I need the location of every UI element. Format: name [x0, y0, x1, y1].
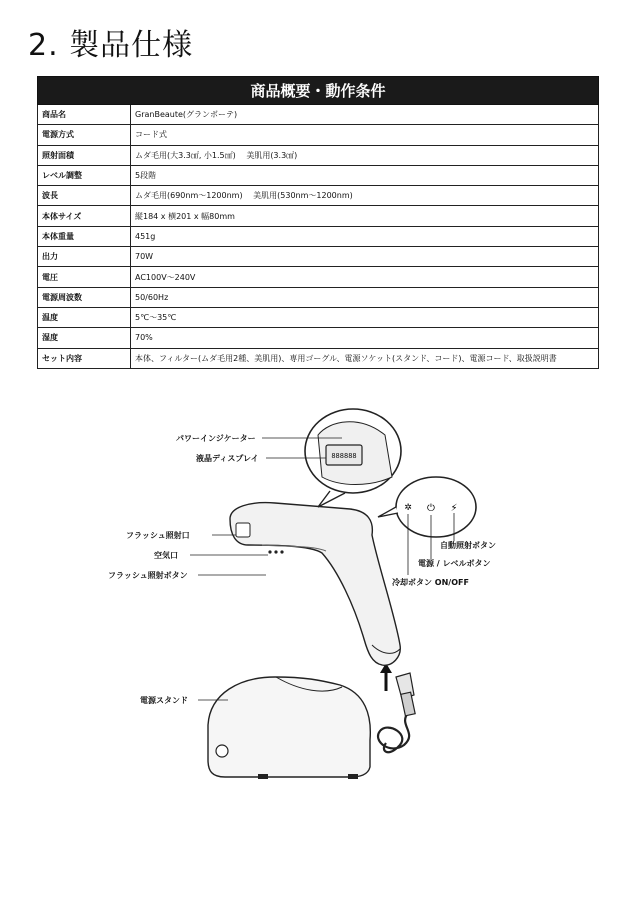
- buttons-zoom-bubble: [378, 477, 476, 537]
- auto-flash-button-label: 自動照射ボタン: [440, 541, 496, 550]
- spec-table-header: 商品概要・動作条件: [38, 77, 599, 105]
- flash-button-label: フラッシュ照射ボタン: [108, 571, 188, 580]
- spec-value: 縦184 x 横201 x 幅80mm: [131, 206, 599, 226]
- power-cord-illustration: [378, 663, 415, 752]
- spec-value: ムダ毛用(690nm～1200nm) 美肌用(530nm～1200nm): [131, 186, 599, 206]
- power-stand-illustration: [208, 677, 370, 779]
- spec-value: コード式: [131, 125, 599, 145]
- spec-label: 電圧: [38, 267, 131, 287]
- spec-value: ムダ毛用(大3.3㎠, 小1.5㎠) 美肌用(3.3㎠): [131, 145, 599, 165]
- spec-value: 70%: [131, 328, 599, 348]
- snowflake-icon: ✲: [404, 503, 412, 513]
- spec-table: [37, 76, 599, 369]
- spec-label: 照射面積: [38, 145, 131, 165]
- spec-value: 50/60Hz: [131, 287, 599, 307]
- table-row: [38, 267, 599, 287]
- spec-value: 451g: [131, 226, 599, 246]
- spec-value: 本体、フィルター(ムダ毛用2種、美肌用)、専用ゴーグル、電源ソケット(スタンド、コード)、電源コード、取扱説明書: [131, 348, 599, 368]
- table-row: [38, 328, 599, 348]
- spec-label: レベル調整: [38, 165, 131, 185]
- spec-label: 電源方式: [38, 125, 131, 145]
- table-row: [38, 125, 599, 145]
- spec-value: AC100V～240V: [131, 267, 599, 287]
- table-row: [38, 226, 599, 246]
- table-row: [38, 247, 599, 267]
- table-row: [38, 145, 599, 165]
- table-row: [38, 186, 599, 206]
- spec-value: GranBeaute(グランボーテ): [131, 105, 599, 125]
- power-level-button-label: 電源 / レベルボタン: [418, 559, 491, 568]
- spec-label: 電源周波数: [38, 287, 131, 307]
- spec-value: 5段階: [131, 165, 599, 185]
- lcd-display-label: 液晶ディスプレイ: [196, 454, 259, 463]
- spec-label: 出力: [38, 247, 131, 267]
- table-row: [38, 287, 599, 307]
- power-icon: ⏻: [427, 503, 435, 514]
- spec-label: 波長: [38, 186, 131, 206]
- spec-label: 湿度: [38, 328, 131, 348]
- lcd-value: 888888: [331, 452, 357, 460]
- cooling-button-label: 冷却ボタン ON/OFF: [392, 578, 469, 587]
- spec-label: 本体重量: [38, 226, 131, 246]
- table-row: [38, 165, 599, 185]
- spec-label: セット内容: [38, 348, 131, 368]
- lightning-icon: ⚡: [450, 503, 458, 514]
- table-row: [38, 348, 599, 368]
- air-vent-label: 空気口: [154, 551, 178, 560]
- spec-value: 70W: [131, 247, 599, 267]
- spec-value: 5℃～35℃: [131, 307, 599, 327]
- table-row: [38, 206, 599, 226]
- spec-label: 本体サイズ: [38, 206, 131, 226]
- page-title: 2. 製品仕様: [28, 28, 194, 63]
- table-row: [38, 307, 599, 327]
- spec-label: 温度: [38, 307, 131, 327]
- flash-port-label: フラッシュ照射口: [126, 531, 190, 540]
- power-stand-label: 電源スタンド: [140, 696, 188, 705]
- product-diagram: [0, 395, 640, 815]
- power-indicator-label: パワーインジケーター: [176, 434, 256, 443]
- table-row: [38, 105, 599, 125]
- handpiece-illustration: [230, 503, 400, 666]
- spec-label: 商品名: [38, 105, 131, 125]
